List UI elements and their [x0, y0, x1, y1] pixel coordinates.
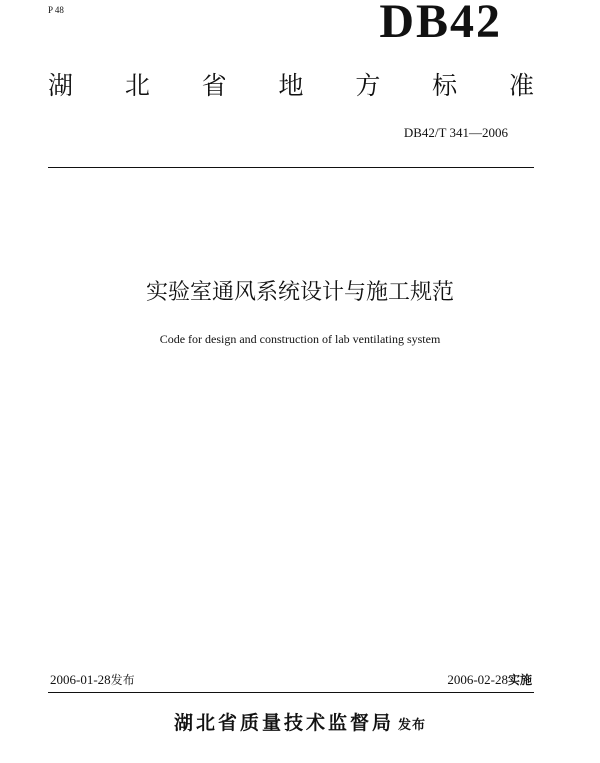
- issue-date-line: [50, 673, 135, 686]
- document-title-chinese: 实验室通风系统设计与施工规范: [145, 280, 454, 305]
- implementation-label: 实施: [507, 673, 532, 687]
- standard-type-heading: [48, 73, 534, 98]
- implementation-date: 2006-02-28: [447, 672, 508, 687]
- issue-date: 2006-01-28: [50, 672, 111, 687]
- standard-logo: DB42: [379, 0, 502, 48]
- standard-type-char: 方: [355, 71, 381, 100]
- standard-type-char: 北: [124, 71, 150, 100]
- standard-type-char: 省: [201, 71, 227, 100]
- page-code: P 48: [48, 5, 64, 15]
- document-title-english: Code for design and construction of lab ventilating system: [159, 332, 441, 346]
- issuer-name: 湖北省质量技术监督局: [173, 712, 394, 734]
- issuer-line: [0, 714, 600, 733]
- footer-divider: [48, 692, 534, 693]
- standard-type-char: 湖: [48, 71, 74, 100]
- standard-type-char: 标: [432, 71, 458, 100]
- standard-number: DB42/T 341—2006: [403, 125, 508, 140]
- issuer-suffix: 发布: [398, 718, 427, 733]
- implementation-date-line: [447, 673, 532, 686]
- issue-label: 发布: [110, 673, 135, 687]
- standard-type-char: 地: [278, 71, 304, 100]
- standard-type-char: 准: [508, 71, 534, 100]
- header-divider: [48, 167, 534, 168]
